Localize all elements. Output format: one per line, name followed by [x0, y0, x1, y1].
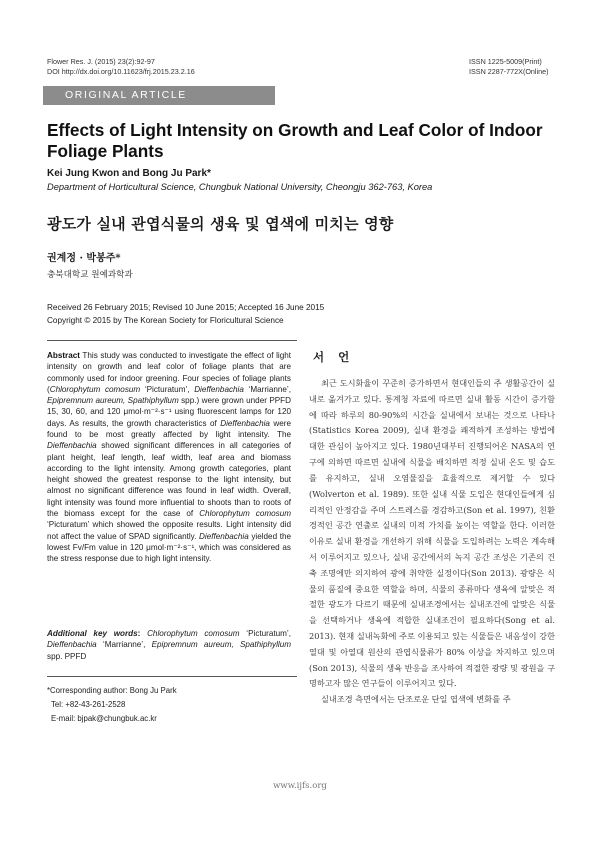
- body-paragraph: 최근 도시화율이 꾸준히 증가하면서 현대인들의 주 생활공간이 실내로 옮겨가고 있다. 통계청 자료에 따르면 실내 활동 시간이 증가함에 따라 하루의 80-90%의 시간을 실내에서 보내는 것으로 나타나(Statistics Korea 2009), 실내 환경을 쾌적하게 조성하는 방법에 대한 관심이 높아지고 있다. 1980년대부터 진행되어온 NASA의 연구에 의하면 따르면 실내에 식물을 배치하면 적정 실내 온도 및 습도를 유지하고, 실내 오염물질을 효율적으로 제거할 수 있다(Wolverton et al. 1989). 또한 실내 식물 도입은 현대인들에게 심리적인 안정감을 주며 스트레스를 경감하고(Son et al. 1997), 친환경적인 공간 연출로 실내의 미적 가치를 높이는 역할을 한다. 이러한 이유로 실내 환경을 개선하기 위해 식물을 도입하려는 노력은 계속해서 이루어지고 있으나, 실내 공간에서의 녹지 공간 조성은 기존의 건축 조명에만 의지하여 광에 취약한 실정이다(Son 2013). 광량은 식물의 품질에 중요한 역할을 하며, 식물의 종류마다 생육에 알맞은 적절한 광도가 다르기 때문에 실내조경에서는 실내조건에 알맞은 식물을 선택하거나 생육에 적합한 실내조건이 필요하다(Song et al. 2013). 현재 실내녹화에 주로 이용되고 있는 식물들은 내음성이 강한 열대 및 아열대 원산의 관엽식물류가 80% 이상을 차지하고 있으며(Son 2013), 식물의 생육 반응을 조사하여 적절한 광량 및 광원을 구명하고자 많은 연구들이 이루어지고 있다.: [309, 378, 555, 689]
- species-name: Chlorophytum comosum: [147, 629, 240, 638]
- korean-title: 광도가 실내 관엽식물의 생육 및 엽색에 미치는 영향: [47, 215, 394, 233]
- additional-keywords: [47, 628, 291, 662]
- email-address[interactable]: E-mail: bjpak@chungbuk.ac.kr: [51, 714, 157, 723]
- species-name: Epipremnum aureum, Spathiphyllum: [47, 396, 179, 406]
- keywords-label: Additional key words: [47, 629, 138, 638]
- article-title: Effects of Light Intensity on Growth and Leaf Color of Indoor Foliage Plants: [47, 120, 543, 161]
- abstract-text: were found to be most greatly affected by light intensity. The: [47, 418, 291, 439]
- abstract-text: ‘Picturatum’ which showed the opposite results. Light intensity did not affect the value of SPAD significantly.: [47, 520, 291, 541]
- telephone: Tel: +82-43-261-2528: [51, 700, 126, 709]
- abstract-text: spp.) were grown under PPFD 15, 30, 60, and 120 μmol·m⁻²·s⁻¹ using fluorescent lamps for 120 days. As results, the growth characteristics of: [47, 396, 291, 428]
- issn-print: ISSN 1225-5009(Print): [469, 57, 542, 66]
- keywords-text: ‘Marrianne’,: [96, 640, 152, 650]
- abstract-text: showed significant differences in all categories of plant height, leaf length, leaf width, leaf area and biomass according to the light intensity. Among growth categories, plant height showed the greatest response to the light intensity, but almost no significant difference was found in leaf width. Overall, light intensity was found more influential to shoots than to roots of the biomass except for the case of: [47, 441, 291, 518]
- keywords-text: ‘Picturatum’,: [239, 629, 291, 638]
- keywords-text: spp. PPFD: [47, 651, 87, 661]
- keywords-colon: :: [137, 629, 148, 638]
- abstract-text: ‘Marrianne’,: [243, 384, 291, 394]
- abstract-text: This study was conducted to investigate the effect of light intensity on growth and leaf color of foliage plants that are commonly used for indoor greening. Four species of foliage plants (: [47, 351, 291, 394]
- species-name: Chlorophytum comosum: [49, 384, 141, 394]
- species-name: Dieffenbachia: [194, 384, 244, 394]
- body-paragraph: 실내조경 측면에서는 단조로운 단일 엽색에 변화를 주: [321, 694, 511, 705]
- article-dates: [47, 301, 324, 327]
- section-heading-introduction: 서언: [313, 350, 364, 364]
- korean-affiliation: 충북대학교 원예과학과: [47, 270, 133, 280]
- doi-link[interactable]: DOI http://dx.doi.org/10.11623/frj.2015.23.2.16: [47, 67, 195, 76]
- abstract: [47, 350, 291, 564]
- article-type-label: ORIGINAL ARTICLE: [65, 89, 187, 101]
- author-list: Kei Jung Kwon and Bong Ju Park*: [47, 168, 211, 179]
- received-dates: Received 26 February 2015; Revised 10 June 2015; Accepted 16 June 2015: [47, 303, 325, 312]
- species-name: Chlorophytum comosum: [199, 508, 291, 518]
- abstract-text: ‘Picturatum’,: [140, 384, 195, 394]
- corresponding-author-footnote: [47, 684, 177, 726]
- abstract-top-rule: [47, 340, 297, 341]
- species-name: Epipremnum aureum, Spathiphyllum: [151, 640, 291, 650]
- issn-online: ISSN 2287-772X(Online): [469, 67, 549, 76]
- species-name: Dieffenbachia: [220, 418, 270, 428]
- copyright-notice: Copyright © 2015 by The Korean Society for Floricultural Science: [47, 316, 284, 325]
- footnote-rule: [47, 676, 297, 677]
- species-name: Dieffenbachia: [47, 640, 97, 650]
- article-type-band: [43, 86, 275, 105]
- species-name: Dieffenbachia: [47, 441, 97, 451]
- introduction-body: [309, 376, 555, 708]
- species-name: Dieffenbachia: [199, 531, 249, 541]
- journal-citation: Flower Res. J. (2015) 23(2):92-97: [47, 57, 155, 66]
- korean-author-list: 권계정 · 박봉주*: [47, 253, 121, 264]
- abstract-text: yielded the lowest Fv/Fm value in 120 μmol·m⁻²·s⁻¹, which was considered as the stress response due to high light intensity.: [47, 531, 291, 564]
- journal-website[interactable]: www.ijfs.org: [273, 781, 327, 791]
- corresponding-author: *Corresponding author: Bong Ju Park: [47, 686, 177, 695]
- abstract-label: Abstract: [47, 351, 80, 360]
- author-affiliation: Department of Horticultural Science, Chungbuk National University, Cheongju 362-763, Korea: [47, 182, 433, 192]
